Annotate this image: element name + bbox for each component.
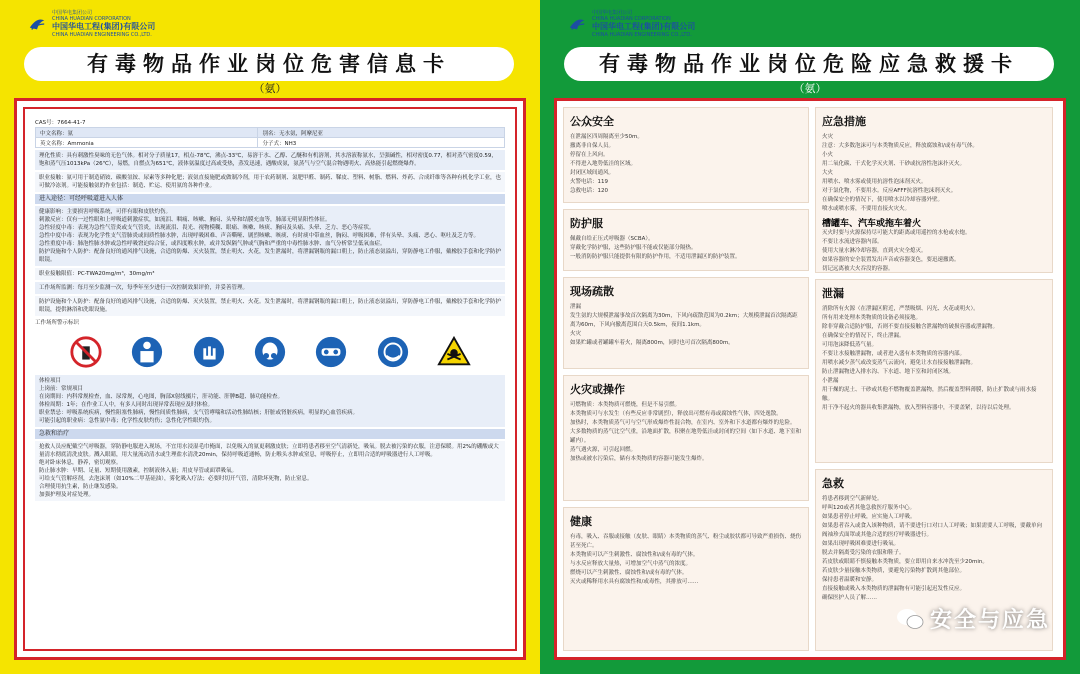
section-title: 健康 — [570, 515, 592, 528]
tank-fire-subtitle: 槽罐车、汽车或拖车着火 — [822, 219, 922, 229]
list-item: 所有用来处理本类物质的设备必须接地。 — [822, 315, 922, 321]
substance-label: （氨） — [793, 82, 827, 95]
section-title: 泄漏 — [822, 287, 844, 300]
list-item: 小火 — [822, 152, 834, 158]
list-item: 在泄漏区四周隔离至少50m。 — [570, 134, 643, 140]
list-item: 如果容器的安全装置发出声音或容器变色，要迅速撤离。 — [822, 257, 960, 263]
list-item: 急性轻度中毒：表现为急性气管炎或支气管炎，出现流泪、畏光、视物模糊、眼痛、咳嗽、咳痰、胸闷及头痛、头晕、乏力、恶心等症状。 — [39, 225, 375, 231]
entry-route-header: 进入途径：可经呼吸道进入人体 — [35, 194, 505, 204]
list-item: 加强护理及对症处理。 — [39, 492, 95, 498]
leak-section — [815, 279, 1053, 463]
substance-label: （氨） — [253, 82, 287, 95]
company-name: 中国华电工程(集团)有限公司 — [52, 22, 156, 31]
list-item: 防止泄漏物进入排水沟、下水道、地下室和封闭区域。 — [822, 369, 955, 375]
list-item: 防止肺水肿：早期、足量、短期使用激素，控制液体入量；用皮导管或面罩吸氧。 — [39, 468, 238, 474]
list-item: 泄漏 — [570, 304, 582, 310]
public-safety-section — [563, 107, 809, 203]
table-row — [36, 138, 505, 148]
list-item: 在确保安全的情况下，终止泄漏。 — [822, 333, 905, 339]
list-item: 不要让水接触泄漏物，或者进入盛有本类物质的容器内部。 — [822, 351, 966, 357]
list-item: 喷水或喷水雾，不要用直接火灾火。 — [822, 206, 911, 212]
list-item: 急性中度中毒：表现为化学性支气管肺炎或间质性肺水肿，出现呼吸困难、声音嘶哑、剧烈咳嗽、咳痰、有时痰中带血丝，胸闷、呼吸困难，伴有头晕、头痛、恶心、呕吐及乏力等。 — [39, 233, 480, 239]
list-item: 除非穿戴合适防护服，否则不要直接接触含泄漏物的破损容器或泄漏物。 — [822, 324, 999, 330]
protection-facilities: 防护设施和个人防护：配备良好的通风排气设施，合适的防爆、灭火装置，禁止明火、火花。发生泄漏时，将泄漏钢瓶的漏口朝上，防止液态氨溢出，穿防静电工作服，戴橡胶手套和化学防护眼镜，提供淋浴和洗眼设施。 — [35, 296, 505, 316]
emergency-measures-section — [815, 107, 1053, 273]
list-item: 大火 — [822, 170, 834, 176]
section-title: 急救 — [822, 477, 844, 490]
company-brand — [28, 10, 155, 38]
list-item: 确保医护人员了解…… — [822, 595, 878, 601]
section-title: 防护服 — [570, 217, 603, 230]
list-item: 在确保安全的情况下，使用喷水以冷却容器外壁。 — [822, 197, 944, 203]
occupational-exposure: 职业接触：氨可用于制造硝铵、碳酸氢铵、尿素等多种化肥；液氨直接施肥或做制冷剂，用于农药制剂、氮肥甲醛、制药、鞣皮、塑料、树脂、燃料、炸药、合成纤维等各种有机化学工业，也可做冷冻剂。可能接触氨的作业包括：制造、贮运、使用氨的各种作业。 — [35, 172, 505, 192]
list-item: 蒸气遇火源，可引起回燃。 — [570, 447, 637, 453]
emergency-rescue-card — [540, 0, 1080, 674]
list-item: 使用大量水淋冷却容器，直到火灾全熄灭。 — [822, 248, 927, 254]
list-item: 可给支气管解痉剂，去泡沫剂（如10%二甲基硅油），雾化吸入疗法；必要时切开气管，清除坏死物，防止窒息。 — [39, 476, 313, 482]
company-name: 中国华电工程(集团)有限公司 — [592, 22, 696, 31]
first-aid-header: 急救和治疗 — [35, 429, 505, 439]
list-item: 健康影响：主要损害呼吸系统，可伴有眼和皮肤灼伤。 — [39, 209, 172, 215]
respirator-icon — [253, 335, 287, 369]
list-item: 脱去并隔离受污染的衣服和鞋子。 — [822, 550, 905, 556]
list-item: 本类物质可与水发生（有些反应非常剧烈），释放出可燃有毒或腐蚀性气体，四处逸散。 — [570, 411, 782, 417]
list-item: 如果贮罐或者罐罐车着火，隔离800m，同时也可首次隔离800m。 — [570, 340, 734, 346]
list-item: 绝对卧床休息，静养，密切观察。 — [39, 460, 122, 466]
list-item: 一般消防防护服只能提供有限的防护作用，不适用泄漏区的防护装置。 — [570, 254, 741, 260]
group-name-en: CHINA HUADIAN CORPORATION — [592, 16, 671, 22]
group-name: 中国华电集团公司 — [592, 10, 633, 16]
list-item: 有毒，吸入、吞服或接触（皮肤、眼睛）本类物质的蒸气、粉尘或胶状都可导致严重损伤、烧伤甚至死亡。 — [570, 534, 802, 549]
list-item: 与水反应释放大量热，可增加空气中蒸气的浓度。 — [570, 561, 692, 567]
formula-cell: 分子式：NH3 — [258, 138, 505, 148]
list-item: 如果患者吞入或食入该种物质，请不要进行口对口人工呼吸；如果需要人工呼吸，要戴单向阀袖珍式面罩或其他合适的医疗呼吸器进行。 — [822, 523, 1043, 538]
company-brand — [568, 10, 695, 38]
warning-signs — [35, 327, 505, 373]
list-item: 用喷水、喷水雾或使用抗溶性泡沫剂灭火。 — [822, 179, 927, 185]
list-item: 如果出现呼吸困难要进行吸氧。 — [822, 541, 900, 547]
list-item: 将患者移到空气新鲜处。 — [822, 496, 883, 502]
list-item: 抢救人员应配戴空气呼吸器，穿防静电服进入现场，不宜用水浸湿毛巾掩面，以免吸入的氨更刺激皮肤；立即将患者移至空气清新处，吸氧。脱去被污染的衣服，注意保暖。用2%的硼酸或大量清水彻底清洗皮肤。溅入眼睛，用大量流动清水或生理盐水清洗20min，保持呼吸道通畅，防止喉头水肿或窒息，呼吸停止，立即用合适的呼吸器进行人工呼吸。 — [39, 444, 499, 458]
list-item: 若皮肤少量接触本类物质，要避免污染物扩散到其他部位。 — [822, 568, 966, 574]
list-item: 呼叫120或者其他急救医疗服务中心。 — [822, 505, 915, 511]
list-item: 停留在上风向。 — [570, 152, 609, 158]
list-item: 发生氨的大规模泄漏事故首次隔离为30m，下风向疏散范围为0.2km；大规模泄漏首次隔离距离为60m，下风向撤离范围白天0.5km，夜间1.1km。 — [570, 313, 798, 328]
list-item: 急救电话：120 — [570, 188, 608, 194]
list-item: 加热时，本类物质蒸气可与空气形成爆炸性混合物，在室内、室外和下水道都有爆炸的危险。 — [570, 420, 796, 426]
list-item: 火灾 — [822, 134, 834, 140]
list-item: 体检项目 — [39, 378, 62, 384]
list-item: 穿戴化学防护服，这些防护服不能或仅能部分隔热。 — [570, 245, 697, 251]
watermark — [896, 603, 1050, 634]
evacuation-section — [563, 277, 809, 369]
list-item: 急性重度中毒：肺泡性肺水肿或急性呼吸窘迫综合征，或四度喉水肿，或并发纵隔气肿或气胸和严重的中毒性肺水肿、血气分析常呈低氧血症。 — [39, 241, 386, 247]
exposure-limit: 职业接触限值：PC-TWA20mg/m³，30mg/m³ — [35, 268, 505, 280]
health-section — [563, 507, 809, 651]
list-item: 灭火时要与火源保持尽可能大的距离或用遥控的水枪或水炮。 — [822, 230, 971, 236]
list-item: 对于氯化物，不要用水。反应AFFF抗溶性泡沫剂灭火。 — [822, 188, 957, 194]
list-item: 用二氧化碳、干式化学灭火剂、干砂或抗溶性泡沫扑灭火。 — [822, 161, 966, 167]
list-item: 可能引起的职业病：急性氨中毒；化学性皮肤灼伤；急性化学性眼灼伤。 — [39, 418, 216, 424]
list-item: 合理使用抗生素，防止继发感染。 — [39, 484, 122, 490]
list-item: 撤离非自保人员。 — [570, 143, 615, 149]
section-title: 应急措施 — [822, 115, 866, 128]
list-item: 直接接触或吸入本类物质的泄漏物有可能引起迟发性反应。 — [822, 586, 966, 592]
alias-cell: 别名：无水氨，阿摩尼亚 — [258, 128, 505, 138]
list-item: 大多数物质的蒸气比空气重，沿地面扩散，积聚在地势低洼或封闭的空间（如下水道、地下室和罐内）。 — [570, 429, 802, 444]
fire-explosion-section — [563, 375, 809, 501]
list-item: 用干净不起火的器具收集泄漏物，放入塑料容器中，不要盖紧，以待以后处理。 — [822, 405, 1015, 411]
warning-signs-header: 工作场所警示标识 — [35, 320, 80, 326]
list-item: 加热或被水污染后，储有本类物质的容器可能发生爆炸。 — [570, 456, 708, 462]
list-item: 可用泡沫降低蒸气量。 — [822, 342, 878, 348]
toxic-warning-icon — [437, 335, 471, 369]
list-item: 佩戴自给正压式呼吸器（SCBA）。 — [570, 236, 654, 242]
list-item: 切记远离被大火吞没的容器。 — [822, 266, 894, 272]
section-title: 公众安全 — [570, 115, 614, 128]
section-title: 火灾或操作 — [570, 383, 625, 396]
company-logo-icon — [28, 15, 46, 33]
list-item: 本类物质可以产生刺激性、腐蚀性和/或有毒的气体。 — [570, 552, 699, 558]
list-item: 火灾 — [570, 331, 582, 337]
hazard-panel — [14, 98, 526, 660]
list-item: 如果患者停止呼吸，应实施人工呼吸。 — [822, 514, 916, 520]
physical-properties: 理化性质：具有刺激性臭味的无色气体。相对分子质量17，相点-78℃，沸点-33℃，易溶于水、乙醇、乙醚和有机溶剂，其水溶液称氨水，呈强碱性，相对密度0.77，相对蒸气密度0.59，饱和蒸气压1013kPa（26℃），易燃，自燃点为651℃，液体氨温度过高或受热，蒸发迅速，遇酸成氨，氨蒸气与空气混合物遇明火、高热能引起燃烧爆炸。 — [35, 150, 505, 170]
card-title: 有毒物品作业岗位危险应急救援卡 — [564, 47, 1054, 81]
list-item: 在岗期间：内科常规检查，血、尿常规，心电图，胸部X射线摄片，肝功能、肝脾B超、肺功能检查。 — [39, 394, 284, 400]
list-item: 消除所有火源（在泄漏区附近，严禁吸烟、闪光、火花或明火）。 — [822, 306, 979, 312]
list-item: 保持患者温暖和安静。 — [822, 577, 878, 583]
group-name-en: CHINA HUADIAN CORPORATION — [52, 16, 131, 22]
list-item: 可燃物质：本类物质可燃烧，但是不易引燃。 — [570, 402, 681, 408]
card-title: 有毒物品作业岗位危害信息卡 — [24, 47, 514, 81]
protective-clothing-section — [563, 209, 809, 271]
list-item: 灭火或稀释用水具有腐蚀性和/或毒性，其排放可…… — [570, 579, 699, 585]
list-item: 燃烧可以产生刺激性、腐蚀性和/或有毒的气体。 — [570, 570, 688, 576]
face-shield-icon — [376, 335, 410, 369]
health-exam — [35, 375, 505, 427]
chinese-name-cell: 中文名称：氨 — [36, 128, 258, 138]
english-name-cell: 英文名称：Ammonia — [36, 138, 258, 148]
list-item: 上岗前：常规项目 — [39, 386, 84, 392]
company-name-en: CHINA HUADIAN ENGINEERING CO.,LTD. — [592, 32, 692, 38]
no-entry-icon — [69, 335, 103, 369]
company-name-en: CHINA HUADIAN ENGINEERING CO.,LTD. — [52, 32, 152, 38]
list-item: 小泄漏 — [822, 378, 839, 384]
company-logo-icon — [568, 15, 586, 33]
list-item: 体检周期：1年；在作业工人中，有多人同时出现异常表现应及时体检。 — [39, 402, 214, 408]
protective-suit-icon — [130, 335, 164, 369]
rescue-panel — [554, 98, 1066, 660]
list-item: 不要让水流进容器内部。 — [822, 239, 883, 245]
list-item: 用喷水减少蒸气或改变蒸气云流向，避免让水直接接触泄漏物。 — [822, 360, 977, 366]
list-item: 若皮肤或眼睛不慎接触本类物质，要立即用自来水冲洗至少20min。 — [822, 559, 988, 565]
list-item: 封闭区域间通风。 — [570, 170, 615, 176]
watermark-text: 安全与应急 — [929, 608, 1050, 633]
eye-protection-icon — [314, 335, 348, 369]
section-title: 现场疏散 — [570, 285, 614, 298]
identity-table — [35, 127, 505, 148]
list-item: 注意：大多数泡沫可与本类物质反应，释放腐蚀和/或有毒气体。 — [822, 143, 978, 149]
health-effects — [35, 206, 505, 266]
list-item: 用干燥的泥土、干砂或其他不燃物覆盖泄漏物，然后覆盖塑料薄膜，防止扩散或与雨水接触。 — [822, 387, 1037, 402]
workplace-monitoring: 工作场所监测：每月至少监测一次，每季年至少进行一次控制效果评价，并妥善管理。 — [35, 282, 505, 294]
table-row — [36, 128, 505, 138]
wechat-icon — [896, 608, 924, 630]
list-item: 不得进入地势低洼的区域。 — [570, 161, 637, 167]
first-aid — [35, 441, 505, 501]
list-item: 职业禁忌：呼吸系统疾病，慢性阻塞性肺病，慢性间质性肺病，支气管哮喘和活动性肺结核；肝脏或肾脏疾病，明显的心血管疾病。 — [39, 410, 359, 416]
list-item: 刺激反应：仅有一过性眼和上呼吸道刺激症状，如流泪、咽痛、咳嗽、胸闷、头晕和结膜充血等，肺部无明显阳性体征。 — [39, 217, 331, 223]
cas-number: CAS号：7664-41-7 — [35, 120, 86, 126]
list-item: 火警电话：119 — [570, 179, 608, 185]
group-name: 中国华电集团公司 — [52, 10, 93, 16]
gloves-icon — [192, 335, 226, 369]
list-item: 防护设施和个人防护：配备良好的通风排气设施，合适的防爆、灭火装置，禁止明火、火花，发生泄漏时，将泄漏钢瓶的漏口朝上，防止液态氨溢出，穿防静电工作服，戴橡胶手套和化学防护眼镜。 — [39, 249, 502, 263]
